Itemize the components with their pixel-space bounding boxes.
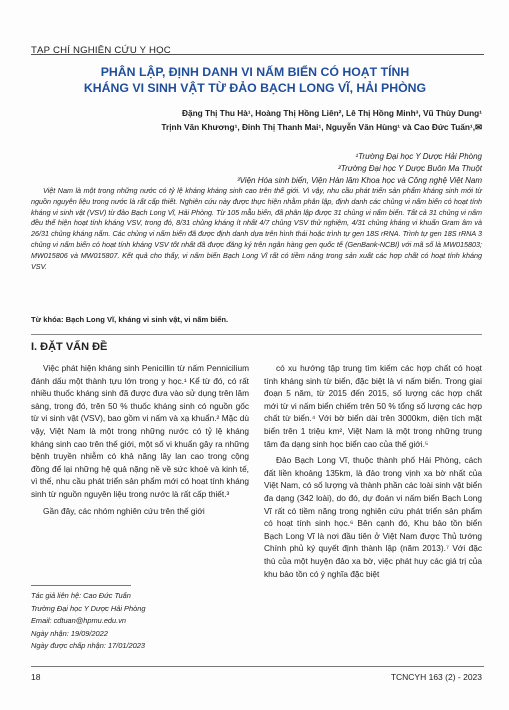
article-title — [40, 64, 470, 96]
authors-line-1: Đặng Thị Thu Hà¹, Hoàng Thị Hồng Liên², Lê Thị Hồng Minh³, Vũ Thùy Dung¹ — [181, 108, 482, 118]
footnote-received: Ngày nhận: 19/09/2022 — [31, 628, 108, 638]
footnote-email: Email: cdtuan@hpmu.edu.vn — [31, 616, 127, 626]
paragraph: có xu hướng tập trung tìm kiếm các hợp chất có hoạt tính kháng sinh từ biển, đặc biệt là vi nấm biển. Trong giai đoạn 5 năm, từ 2015 đến 2015, số lượng các hợp chất mới từ vi nấm biển chiếm trên 50 % tổng số lượng các hợp chất từ biển.⁴ Với bờ biển dài trên 3000km, diện tích mặt biển trên 1 triệu km², Việt Nam là một trong những trung tâm đa dạng sinh học biển cao của thế giới.⁵ — [264, 363, 482, 449]
paragraph: Đảo Bạch Long Vĩ, thuộc thành phố Hải Phòng, cách đất liền khoảng 135km, là đảo trong vịnh xa bờ nhất của Việt Nam, có số lượng và thành phần các loài sinh vật biển đa dạng (342 loài), do đó, dự đoán vi nấm biển Bạch Long Vĩ rất có tiềm năng trong nghiên cứu phát triển sản phẩm có hoạt tính sinh học.⁶ Bên cạnh đó, Khu bảo tồn biển Bạch Long Vĩ là nơi đầu tiên ở Việt Nam được Thủ tướng Chính phủ ký quyết định thành lập (năm 2013).⁷ Với đặc thù của một huyện đảo xa bờ, việc phát huy các giá trị của khu bảo tồn có ý nghĩa đặc biệt — [264, 455, 482, 579]
journal-issue: TCNCYH 163 (2) - 2023 — [390, 672, 482, 682]
abstract: Việt Nam là một trong những nước có tỷ lệ kháng kháng sinh cao trên thế giới. Vì vậy, nhu cầu phát triển sản phẩm kháng sinh mới từ nguồn nguyên liệu trong nước là rất cấp thiết. Nghiên cứu này được thực hiện nhằm phân lập, định danh các chủng vi nấm biển có hoạt tính kháng vi sinh vật (VSV) từ đảo Bạch Long Vĩ, Hải Phòng. Từ 105 mẫu biển, đã phân lập được 31 chủng vi nấm biển. Tất cả 31 chủng vi nấm đều thể hiện hoạt tính kháng VSV, trong đó, 8/31 chủng kháng ít nhất 4/7 chủng VSV thử nghiệm, 4/31 chủng kháng vi khuẩn Gram âm và 26/31 chủng kháng nấm. Các chủng vi nấm biển đã được định danh dựa trên hình thái hoặc trình tự gen 18S rRNA. Trình tự gen 18S rRNA 3 chủng vi nấm biển có hoạt tính kháng VSV tốt nhất đã được đăng ký trên ngân hàng gen quốc tế (GenBank-NCBI) với mã số là MW015803; MW015806 và MW015807. Kết quả cho thấy, vi nấm biển Bạch Long Vĩ rất có tiềm năng trong sản xuất các hợp chất có hoạt tính kháng VSV. — [31, 186, 482, 271]
footnote-author: Tác giả liên hệ: Cao Đức Tuấn — [31, 591, 131, 600]
paragraph: Gần đây, các nhóm nghiên cứu trên thế giới — [43, 505, 205, 516]
author-list — [70, 106, 482, 134]
affiliation-list — [150, 151, 482, 187]
paragraph: Việc phát hiện kháng sinh Penicillin từ nấm Pennicilium đánh dấu một thành tựu lớn trong y học.¹ Kể từ đó, có rất nhiều thuốc kháng sinh đã được đưa vào sử dụng trên lâm sàng, trong đó, trên 50 % thuốc kháng sinh có nguồn gốc từ vi sinh vật (VSV), bao gồm vi nấm và xạ khuẩn.² Mặc dù vậy, Việt Nam là một trong những nước có tỷ lệ kháng kháng sinh cao trên thế giới, một số vi khuẩn gây ra những bệnh truyền nhiễm có khả năng lây lan cao trong cộng đồng để lại những hệ quả nặng nề về sức khoẻ và kinh tế, vì thế, nhu cầu phát triển sản phẩm mới có hoạt tính kháng sinh từ nguồn nguyên liệu trong nước là rất cấp thiết.³ — [31, 363, 249, 499]
footer-divider — [31, 666, 484, 667]
corresponding-author-footnote — [31, 590, 249, 653]
keywords: Từ khóa: Bạch Long Vĩ, kháng vi sinh vật, vi nấm biển. — [31, 315, 229, 324]
affiliation-2: ²Trường Đại học Y Dược Buôn Ma Thuột — [338, 164, 482, 173]
title-line-2: KHÁNG VI SINH VẬT TỪ ĐẢO BẠCH LONG VĨ, HẢI PHÒNG — [83, 81, 427, 95]
body-column-left — [31, 362, 249, 517]
section-heading: I. ĐẶT VẤN ĐỀ — [31, 341, 108, 353]
page-number: 18 — [31, 672, 41, 682]
footnote-accepted: Ngày được chấp nhận: 17/01/2023 — [31, 641, 145, 651]
footnote-institution: Trường Đại học Y Dược Hải Phòng — [31, 603, 146, 613]
title-line-1: PHÂN LẬP, ĐỊNH DANH VI NẤM BIỂN CÓ HOẠT TÍNH — [100, 65, 410, 79]
authors-line-2: Trịnh Văn Khương¹, Đinh Thị Thanh Mai¹, Nguyễn Văn Hùng¹ và Cao Đức Tuấn¹,✉ — [161, 122, 482, 132]
journal-name: TẠP CHÍ NGHIÊN CỨU Y HỌC — [31, 45, 171, 56]
affiliation-1: ¹Trường Đại học Y Dược Hải Phòng — [355, 152, 482, 161]
affiliation-3: ³Viện Hóa sinh biển, Viện Hàn lâm Khoa học và Công nghệ Việt Nam — [236, 176, 482, 185]
journal-header — [31, 40, 484, 55]
footnote-divider — [31, 585, 131, 586]
divider — [31, 334, 482, 335]
body-column-right — [264, 362, 482, 580]
